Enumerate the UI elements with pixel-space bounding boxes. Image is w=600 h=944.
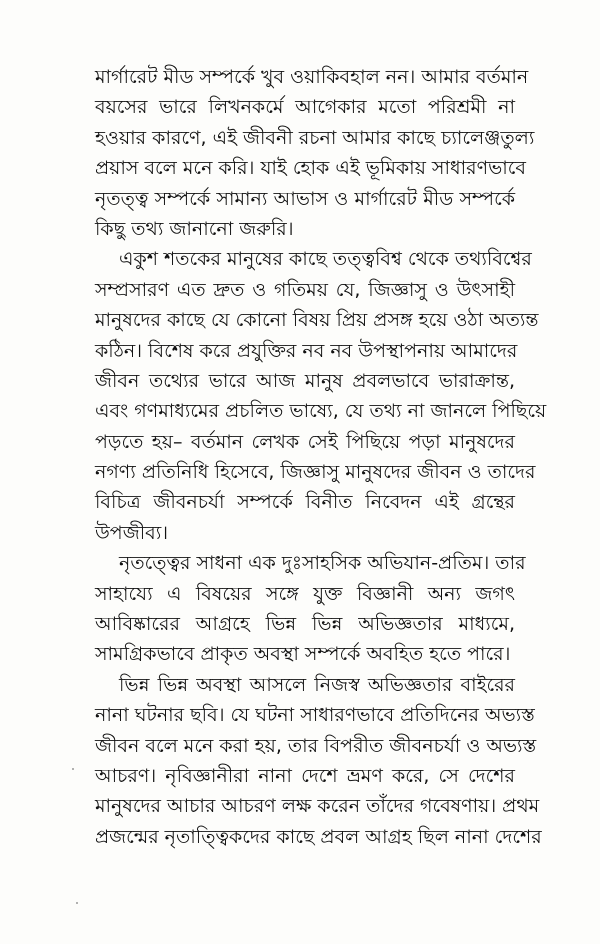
text-line: কঠিন। বিশেষ করে প্রযুক্তির নব নব উপস্থাপনায় আমাদের xyxy=(95,339,518,362)
text-line: পড়তে হয়– বর্তমান লেখক সেই পিছিয়ে পড়া মানুষদের xyxy=(95,430,515,453)
text-line: জীবন বলে মনে করা হয়, তার বিপরীত জীবনচর্যা ও অভ্যস্ত xyxy=(95,734,537,757)
text-line: সাহায্যে এ বিষয়ের সঙ্গে যুক্ত বিজ্ঞানী অন্য জগৎ xyxy=(95,582,515,605)
text-line: ভিন্ন ভিন্ন অবস্থা আসলে নিজস্ব অভিজ্ঞতার বাইরের xyxy=(119,673,515,696)
text-line: কিছু তথ্য জানানো জরুরি। xyxy=(95,217,294,240)
text-line: বিচিত্র জীবনচর্যা সম্পর্কে বিনীত নিবেদন এই গ্রন্থের xyxy=(95,491,515,514)
text-line: উপজীব্য। xyxy=(95,521,169,544)
text-line: বয়সের ভারে লিখনকর্মে আগেকার মতো পরিশ্রমী না xyxy=(95,96,515,119)
scan-speck xyxy=(72,768,74,770)
text-line: সামগ্রিকভাবে প্রাকৃত অবস্থা সম্পর্কে অবহিত হতে পারে। xyxy=(95,643,511,666)
scan-speck xyxy=(76,902,78,904)
paragraph xyxy=(95,548,526,670)
text-line: প্রয়াস বলে মনে করি। যাই হোক এই ভূমিকায় সাধারণভাবে xyxy=(95,157,526,180)
paragraph xyxy=(95,670,542,852)
text-line: একুশ শতকের মানুষের কাছে তত্ত্ববিশ্ব থেকে তথ্যবিশ্বের xyxy=(119,248,532,271)
text-line: আচরণ। নৃবিজ্ঞানীরা নানা দেশে ভ্রমণ করে, সে দেশের xyxy=(95,764,515,787)
text-line: মানুষদের কাছে যে কোনো বিষয় প্রিয় প্রসঙ্গ হয়ে ওঠা অত্যন্ত xyxy=(95,309,539,332)
text-line: মার্গারেট মীড সম্পর্কে খুব ওয়াকিবহাল নন। আমার বর্তমান xyxy=(95,66,529,88)
text-line: মানুষদের আচার আচরণ লক্ষ করেন তাঁদের গবেষণায়। প্রথম xyxy=(95,795,540,818)
text-line: নগণ্য প্রতিনিধি হিসেবে, জিজ্ঞাসু মানুষদের জীবন ও তাদের xyxy=(95,461,536,484)
text-line: এবং গণমাধ্যমের প্রচলিত ভাষ্যে, যে তথ্য না জানলে পিছিয়ে xyxy=(95,400,547,423)
text-line: হওয়ার কারণে, এই জীবনী রচনা আমার কাছে চ্যালেঞ্জতুল্য xyxy=(95,126,535,149)
text-line: প্রজন্মের নৃতাত্ত্বিকদের কাছে প্রবল আগ্রহ ছিল নানা দেশের xyxy=(95,825,542,848)
book-page-text xyxy=(95,62,547,852)
text-line: নানা ঘটনার ছবি। যে ঘটনা সাধারণভাবে প্রতিদিনের অভ্যস্ত xyxy=(95,704,535,727)
text-line: জীবন তথ্যের ভারে আজ মানুষ প্রবলভাবে ভারাক্রান্ত, xyxy=(95,369,515,392)
text-line: নৃতত্ত্ব সম্পর্কে সামান্য আভাস ও মার্গারেট মীড সম্পর্কে xyxy=(95,187,515,210)
paragraph xyxy=(95,62,535,244)
text-line: সম্প্রসারণ এত দ্রুত ও গতিময় যে, জিজ্ঞাসু ও উৎসাহী xyxy=(95,278,515,301)
paragraph xyxy=(95,244,547,548)
text-line: নৃতত্ত্বের সাধনা এক দুঃসাহসিক অভিযান-প্রতিম। তার xyxy=(119,552,526,575)
text-line: আবিষ্কারের আগ্রহে ভিন্ন ভিন্ন অভিজ্ঞতার মাধ্যমে, xyxy=(95,613,515,636)
